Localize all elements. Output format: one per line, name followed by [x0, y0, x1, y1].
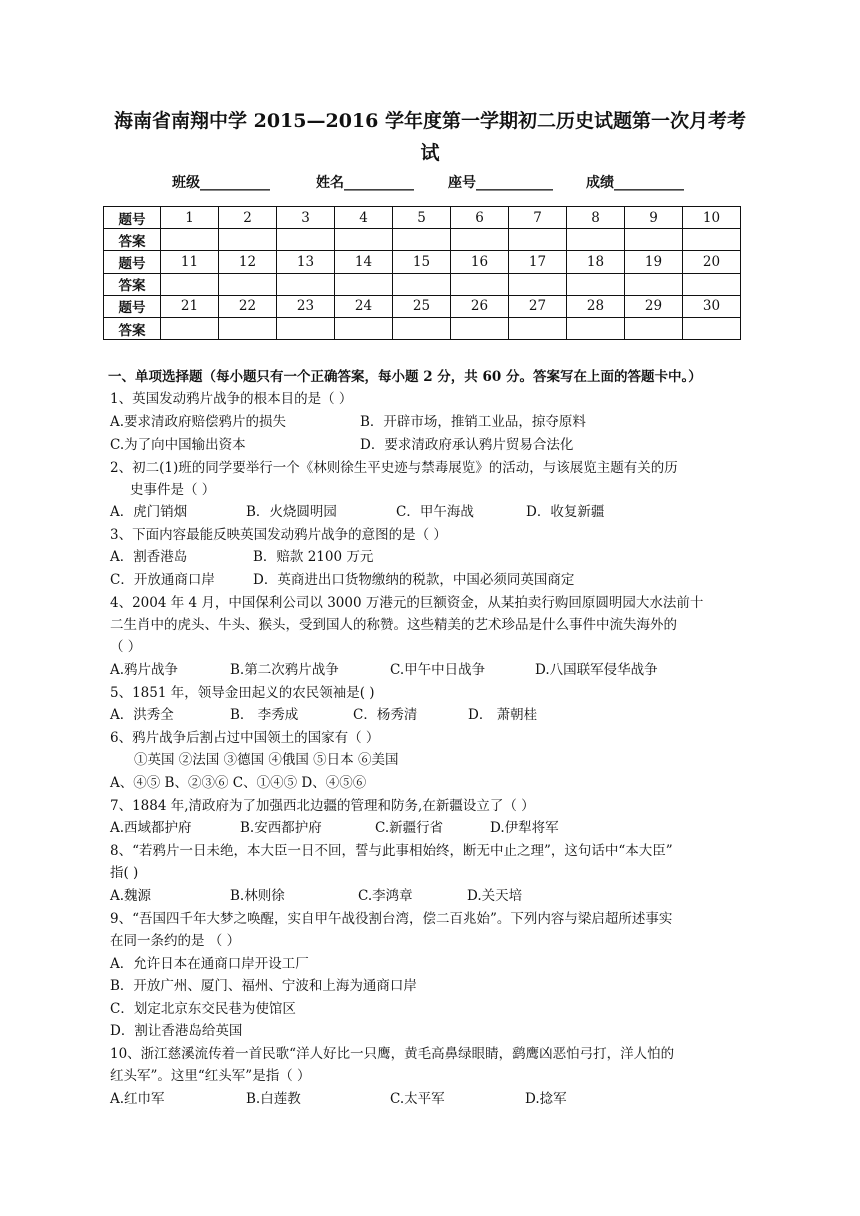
- option-a: A.魏源: [110, 888, 152, 904]
- section-title: 一、单项选择题（每小题只有一个正确答案，每小题 2 分，共 60 分。答案写在上面的答题卡中。）: [108, 369, 702, 385]
- question-number-cell: 26: [451, 295, 509, 317]
- answer-row: [104, 273, 741, 295]
- answer-cell[interactable]: [335, 229, 393, 251]
- answer-cell[interactable]: [625, 229, 683, 251]
- question-6-options: A、④⑤ B、②③⑥ C、①④⑤ D、④⑤⑥: [110, 775, 367, 791]
- option-a: A.要求清政府赔偿鸦片的损失: [110, 414, 287, 430]
- option-c: C.甲午中日战争: [390, 662, 486, 678]
- question-9-stem: 9、“吾国四千年大梦之唤醒，实自甲午战役割台湾，偿二百兆始”。下列内容与梁启超所述事实: [110, 911, 673, 927]
- question-number-cell: 12: [219, 251, 277, 273]
- answer-cell[interactable]: [277, 317, 335, 339]
- question-number-cell: 13: [277, 251, 335, 273]
- exam-title-continued: 试: [420, 142, 440, 164]
- question-number-cell: 11: [161, 251, 219, 273]
- answer-cell[interactable]: [219, 317, 277, 339]
- option-d: D．收复新疆: [526, 504, 605, 520]
- answer-cell[interactable]: [161, 317, 219, 339]
- answer-header: 答案: [104, 317, 161, 339]
- answer-card-table: [103, 206, 741, 340]
- question-number-cell: 10: [683, 207, 741, 229]
- option-c: C．甲午海战: [396, 504, 474, 520]
- option-c: C．杨秀清: [353, 707, 418, 723]
- question-number-cell: 5: [393, 207, 451, 229]
- option-c: C.新疆行省: [375, 820, 444, 836]
- answer-row: [104, 317, 741, 339]
- answer-cell[interactable]: [509, 229, 567, 251]
- answer-cell[interactable]: [393, 273, 451, 295]
- option-b: B.白莲教: [246, 1091, 301, 1107]
- answer-cell[interactable]: [625, 317, 683, 339]
- question-number-cell: 16: [451, 251, 509, 273]
- question-6-stem: 6、鸦片战争后割占过中国领土的国家有（ ）: [110, 730, 380, 746]
- question-number-cell: 8: [567, 207, 625, 229]
- option-a: A．割香港岛: [110, 549, 188, 565]
- option-b: B.安西都护府: [240, 820, 322, 836]
- question-number-cell: 24: [335, 295, 393, 317]
- question-number-cell: 4: [335, 207, 393, 229]
- question-number-cell: 22: [219, 295, 277, 317]
- question-number-row: [104, 251, 741, 273]
- question-4-stem: 4、2004 年 4 月，中国保利公司以 3000 万港元的巨额资金，从某拍卖行购回原圆明园大水法前十: [110, 595, 704, 611]
- answer-cell[interactable]: [393, 229, 451, 251]
- question-6-country-list: ①英国 ②法国 ③德国 ④俄国 ⑤日本 ⑥美国: [134, 752, 399, 768]
- question-number-header: 题号: [104, 295, 161, 317]
- question-number-cell: 1: [161, 207, 219, 229]
- option-d: D.捻军: [525, 1091, 567, 1107]
- name-field: 姓名__________: [316, 175, 414, 191]
- option-c: C．开放通商口岸: [110, 572, 215, 588]
- answer-cell[interactable]: [451, 229, 509, 251]
- question-2-stem-cont: 史事件是（ ）: [130, 482, 216, 498]
- answer-cell[interactable]: [277, 229, 335, 251]
- question-9-option-c: C．划定北京东交民巷为使馆区: [110, 1001, 296, 1017]
- option-c: C.太平军: [390, 1091, 445, 1107]
- question-9-option-b: B．开放广州、厦门、福州、宁波和上海为通商口岸: [110, 978, 417, 994]
- question-number-header: 题号: [104, 207, 161, 229]
- answer-cell[interactable]: [509, 317, 567, 339]
- option-d: D． 萧朝桂: [468, 707, 538, 723]
- question-number-cell: 7: [509, 207, 567, 229]
- answer-header: 答案: [104, 229, 161, 251]
- answer-cell[interactable]: [219, 273, 277, 295]
- question-number-cell: 20: [683, 251, 741, 273]
- question-number-cell: 25: [393, 295, 451, 317]
- option-b: B．赔款 2100 万元: [253, 549, 374, 565]
- question-number-cell: 17: [509, 251, 567, 273]
- option-a: A.西域都护府: [110, 820, 192, 836]
- answer-cell[interactable]: [683, 317, 741, 339]
- answer-cell[interactable]: [335, 317, 393, 339]
- question-5-stem: 5、1851 年，领导金田起义的农民领袖是( ): [110, 685, 375, 701]
- score-field: 成绩__________: [586, 175, 684, 191]
- question-9-stem-cont: 在同一条约的是 （ ）: [110, 933, 241, 949]
- answer-cell[interactable]: [567, 317, 625, 339]
- question-number-cell: 23: [277, 295, 335, 317]
- question-number-cell: 14: [335, 251, 393, 273]
- option-a: A．洪秀全: [110, 707, 174, 723]
- question-9-option-a: A．允许日本在通商口岸开设工厂: [110, 956, 309, 972]
- question-number-cell: 6: [451, 207, 509, 229]
- question-10-stem: 10、浙江慈溪流传着一首民歌“洋人好比一只鹰，黄毛高鼻绿眼睛，鹞鹰凶恶怕弓打，洋人怕的: [110, 1046, 675, 1062]
- answer-cell[interactable]: [451, 273, 509, 295]
- option-c: C.李鸿章: [358, 888, 413, 904]
- option-b: B．开辟市场，推销工业品，掠夺原料: [360, 414, 586, 430]
- option-b: B.第二次鸦片战争: [230, 662, 339, 678]
- exam-title: 海南省南翔中学 2015—2016 学年度第一学期初二历史试题第一次月考考: [114, 110, 746, 132]
- question-number-cell: 27: [509, 295, 567, 317]
- option-b: B.林则徐: [230, 888, 285, 904]
- option-a: A.鸦片战争: [110, 662, 179, 678]
- question-number-cell: 15: [393, 251, 451, 273]
- class-field: 班级__________: [172, 175, 270, 191]
- answer-cell[interactable]: [219, 229, 277, 251]
- option-d: D．英商进出口货物缴纳的税款，中国必须同英国商定: [253, 572, 575, 588]
- question-number-cell: 21: [161, 295, 219, 317]
- question-number-cell: 28: [567, 295, 625, 317]
- option-b: B． 李秀成: [230, 707, 299, 723]
- answer-row: [104, 229, 741, 251]
- question-number-row: [104, 295, 741, 317]
- answer-cell[interactable]: [393, 317, 451, 339]
- option-c: C.为了向中国输出资本: [110, 437, 246, 453]
- question-8-stem: 8、“若鸦片一日未绝，本大臣一日不回，誓与此事相始终，断无中止之理”，这句话中“本大臣”: [110, 843, 673, 859]
- question-8-stem-cont: 指( ): [110, 865, 139, 881]
- question-3-stem: 3、下面内容最能反映英国发动鸦片战争的意图的是（ ）: [110, 527, 447, 543]
- question-1-stem: 1、英国发动鸦片战争的根本目的是（ ）: [110, 391, 353, 407]
- answer-cell[interactable]: [567, 273, 625, 295]
- answer-cell[interactable]: [161, 273, 219, 295]
- question-number-cell: 29: [625, 295, 683, 317]
- question-number-cell: 9: [625, 207, 683, 229]
- question-number-cell: 19: [625, 251, 683, 273]
- option-d: D.八国联军侵华战争: [535, 662, 658, 678]
- question-4-stem-cont: 二生肖中的虎头、牛头、猴头，受到国人的称赞。这些精美的艺术珍品是什么事件中流失海外的: [110, 617, 677, 633]
- option-a: A．虎门销烟: [110, 504, 188, 520]
- question-10-stem-cont: 红头军”。这里“红头军”是指（ ）: [110, 1068, 311, 1084]
- answer-cell[interactable]: [277, 273, 335, 295]
- question-number-cell: 3: [277, 207, 335, 229]
- question-2-stem: 2、初二(1)班的同学要举行一个《林则徐生平史迹与禁毒展览》的活动，与该展览主题有关的历: [110, 460, 678, 476]
- option-d: D.关天培: [467, 888, 523, 904]
- question-number-cell: 2: [219, 207, 277, 229]
- option-d: D.伊犁将军: [490, 820, 559, 836]
- option-d: D．要求清政府承认鸦片贸易合法化: [360, 437, 574, 453]
- seat-field: 座号___________: [448, 175, 553, 191]
- answer-cell[interactable]: [509, 273, 567, 295]
- question-4-stem-cont-2: （ ）: [110, 639, 142, 655]
- answer-cell[interactable]: [683, 229, 741, 251]
- answer-header: 答案: [104, 273, 161, 295]
- answer-cell[interactable]: [451, 317, 509, 339]
- question-number-row: [104, 207, 741, 229]
- question-number-cell: 18: [567, 251, 625, 273]
- answer-cell[interactable]: [161, 229, 219, 251]
- answer-cell[interactable]: [335, 273, 393, 295]
- answer-cell[interactable]: [683, 273, 741, 295]
- option-a: A.红巾军: [110, 1091, 165, 1107]
- answer-cell[interactable]: [625, 273, 683, 295]
- option-b: B．火烧圆明园: [246, 504, 337, 520]
- question-9-option-d: D．割让香港岛给英国: [110, 1023, 243, 1039]
- answer-cell[interactable]: [567, 229, 625, 251]
- question-7-stem: 7、1884 年,清政府为了加强西北边疆的管理和防务,在新疆设立了（ ）: [110, 798, 535, 814]
- question-number-cell: 30: [683, 295, 741, 317]
- question-number-header: 题号: [104, 251, 161, 273]
